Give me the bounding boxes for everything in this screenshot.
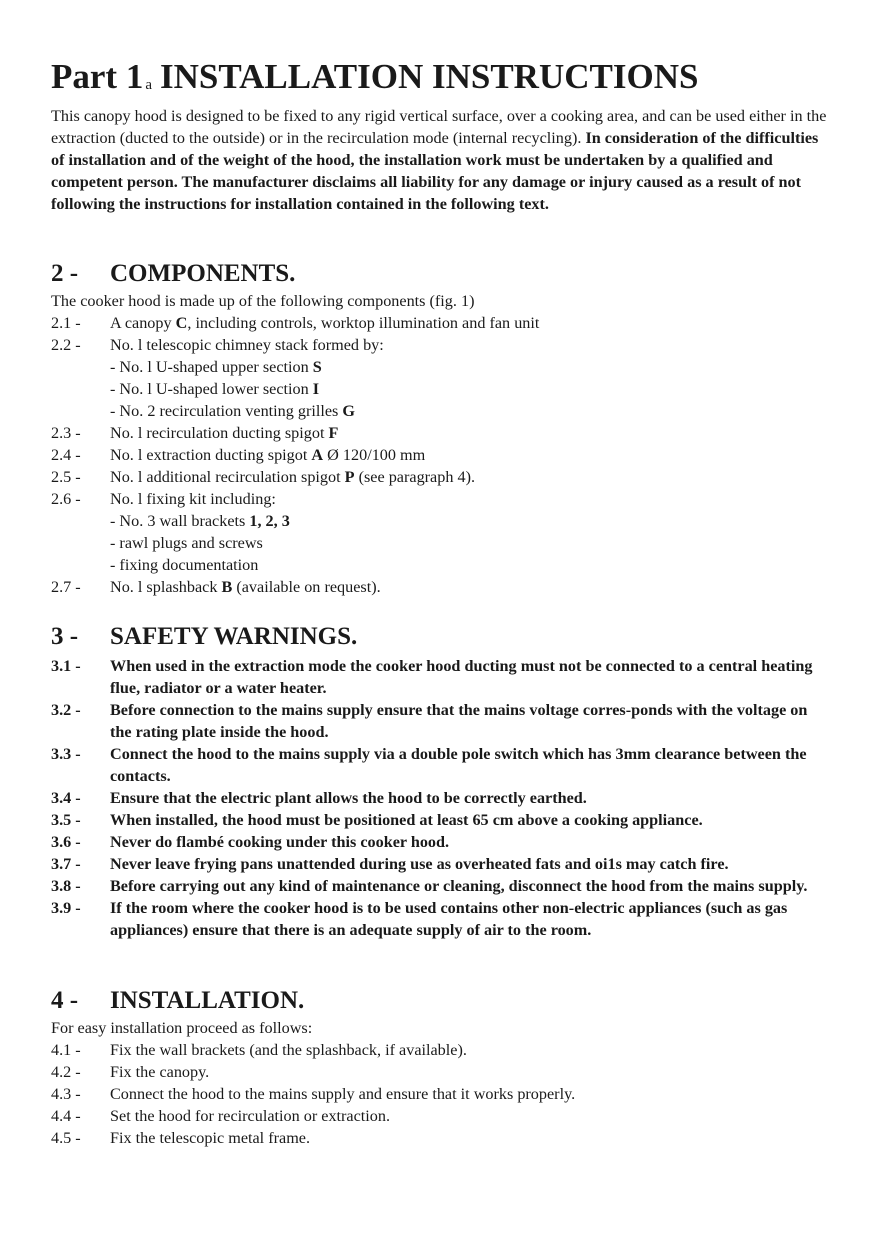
- warning-item: [51, 809, 831, 831]
- step-item: [51, 1061, 831, 1083]
- sub-item-text: - No. 3 wall brackets: [110, 512, 250, 530]
- sub-item: - rawl plugs and screws: [110, 534, 263, 552]
- item-text: Set the hood for recirculation or extraction.: [110, 1107, 391, 1125]
- item-number: 3.1 -: [51, 657, 81, 675]
- section-number: 2 -: [51, 260, 79, 287]
- installation-heading: [51, 985, 831, 1017]
- item-text: Connect the hood to the mains supply and ensure that it works properly.: [110, 1085, 576, 1103]
- intro-normal-text: This canopy hood is designed to be fixed to any rigid vertical surface, over a cooking area, and can be used either in the extraction (ducted to the outside) or in the recirculation mode (internal recycling).: [51, 107, 827, 147]
- item-number: 4.1 -: [51, 1041, 81, 1059]
- part-code: F: [328, 424, 339, 442]
- warning-item: [51, 655, 831, 699]
- item-number: 2.7 -: [51, 578, 81, 596]
- part-code: S: [312, 358, 322, 376]
- item-number: 3.3 -: [51, 745, 81, 763]
- item-text: Never do flambé cooking under this cooker hood.: [110, 833, 450, 851]
- warning-item: [51, 787, 831, 809]
- part-code: 1, 2, 3: [249, 512, 290, 530]
- section-title: COMPONENTS.: [110, 260, 296, 287]
- item-text: [110, 312, 831, 334]
- components-lead: The cooker hood is made up of the following components (fig. 1): [51, 292, 475, 310]
- item-text-part: No. l additional recirculation spigot: [110, 468, 345, 486]
- item-text: [110, 444, 831, 466]
- item-text: No. l fixing kit including:: [110, 490, 276, 508]
- item-number: 3.8 -: [51, 877, 81, 895]
- installation-section: [51, 985, 831, 1149]
- item-text-part: No. l recirculation ducting spigot: [110, 424, 329, 442]
- title-superscript: a: [145, 77, 152, 93]
- list-item: [51, 576, 831, 598]
- item-text: [110, 422, 831, 444]
- section-number: 3 -: [51, 623, 79, 650]
- sub-item: [51, 510, 831, 532]
- item-number: 4.2 -: [51, 1063, 81, 1081]
- sub-item: [51, 378, 831, 400]
- warning-item: [51, 743, 831, 787]
- step-item: [51, 1127, 831, 1149]
- warning-item: [51, 831, 831, 853]
- safety-heading: [51, 621, 831, 653]
- item-number: 2.2 -: [51, 336, 81, 354]
- part-code: G: [342, 402, 355, 420]
- item-number: 2.1 -: [51, 314, 81, 332]
- intro-bold-text: In consideration of the difficulties of installation and of the weight of the hood, the installation work must be undertaken by a qualified and competent person. The manufacturer disclaims all liability for any damage or injury caused as a result of not following the instructions for installation contained in the following text.: [51, 129, 819, 213]
- part-code: B: [221, 578, 233, 596]
- item-text: Before connection to the mains supply ensure that the mains voltage corres-ponds with the voltage on the rating plate inside the hood.: [110, 701, 808, 741]
- item-text: Fix the telescopic metal frame.: [110, 1129, 311, 1147]
- item-text: Never leave frying pans unattended during use as overheated fats and oi1s may catch fire.: [110, 855, 729, 873]
- item-number: 2.6 -: [51, 490, 81, 508]
- section-title: SAFETY WARNINGS.: [110, 623, 358, 650]
- part-code: C: [175, 314, 188, 332]
- item-text: [110, 576, 831, 598]
- item-number: 3.5 -: [51, 811, 81, 829]
- warning-item: [51, 897, 831, 941]
- list-item: [51, 334, 831, 356]
- item-text-part: No. l extraction ducting spigot: [110, 446, 312, 464]
- warning-item: [51, 875, 831, 897]
- installation-lead: For easy installation proceed as follows:: [51, 1019, 313, 1037]
- item-text-part: , including controls, worktop illumination and fan unit: [187, 314, 540, 332]
- item-text-part: No. l splashback: [110, 578, 222, 596]
- components-section: [51, 258, 831, 598]
- item-number: 2.5 -: [51, 468, 81, 486]
- list-item: [51, 312, 831, 334]
- step-item: [51, 1105, 831, 1127]
- item-number: 3.7 -: [51, 855, 81, 873]
- item-text: Connect the hood to the mains supply via a double pole switch which has 3mm clearance between the contacts.: [110, 745, 807, 785]
- item-text: If the room where the cooker hood is to be used contains other non-electric appliances (such as gas appliances) ensure that there is an adequate supply of air to the room.: [110, 899, 788, 939]
- title-rest: INSTALLATION INSTRUCTIONS: [160, 57, 699, 96]
- step-item: [51, 1039, 831, 1061]
- item-number: 2.4 -: [51, 446, 81, 464]
- part-code: P: [344, 468, 355, 486]
- item-number: 3.2 -: [51, 701, 81, 719]
- sub-item-text: - No. 2 recirculation venting grilles: [110, 402, 343, 420]
- list-item: [51, 444, 831, 466]
- item-text: When installed, the hood must be positioned at least 65 cm above a cooking appliance.: [110, 811, 703, 829]
- section-number: 4 -: [51, 987, 79, 1014]
- item-text: When used in the extraction mode the cooker hood ducting must not be connected to a central heating flue, radiator or a water heater.: [110, 657, 813, 697]
- safety-section: [51, 621, 831, 941]
- components-heading: [51, 258, 831, 290]
- warning-item: [51, 699, 831, 743]
- item-text: [110, 466, 831, 488]
- item-number: 4.3 -: [51, 1085, 81, 1103]
- item-text: Fix the wall brackets (and the splashback, if available).: [110, 1041, 467, 1059]
- item-number: 2.3 -: [51, 424, 81, 442]
- item-number: 3.4 -: [51, 789, 81, 807]
- item-number: 3.9 -: [51, 899, 81, 917]
- warning-item: [51, 853, 831, 875]
- item-text: Ensure that the electric plant allows the hood to be correctly earthed.: [110, 789, 587, 807]
- list-item: [51, 422, 831, 444]
- item-number: 4.5 -: [51, 1129, 81, 1147]
- sub-item-text: - No. l U-shaped upper section: [110, 358, 313, 376]
- item-text-part: (available on request).: [232, 578, 381, 596]
- sub-item: [51, 400, 831, 422]
- sub-item: - fixing documentation: [110, 556, 259, 574]
- step-item: [51, 1083, 831, 1105]
- title-part: Part 1: [51, 57, 144, 96]
- section-title: INSTALLATION.: [110, 987, 305, 1014]
- item-text-part: (see paragraph 4).: [354, 468, 476, 486]
- item-text-part: Ø 120/100 mm: [323, 446, 426, 464]
- item-text: No. l telescopic chimney stack formed by:: [110, 336, 384, 354]
- part-code: I: [312, 380, 320, 398]
- item-number: 4.4 -: [51, 1107, 81, 1125]
- sub-item-text: - No. l U-shaped lower section: [110, 380, 313, 398]
- sub-item: [51, 356, 831, 378]
- item-text: Fix the canopy.: [110, 1063, 210, 1081]
- item-number: 3.6 -: [51, 833, 81, 851]
- list-item: [51, 466, 831, 488]
- part-code: A: [311, 446, 324, 464]
- intro-paragraph: [51, 105, 831, 215]
- item-text-part: A canopy: [110, 314, 176, 332]
- list-item: [51, 488, 831, 510]
- page-title: [51, 53, 698, 101]
- item-text: Before carrying out any kind of maintenance or cleaning, disconnect the hood from the mains supply.: [110, 877, 808, 895]
